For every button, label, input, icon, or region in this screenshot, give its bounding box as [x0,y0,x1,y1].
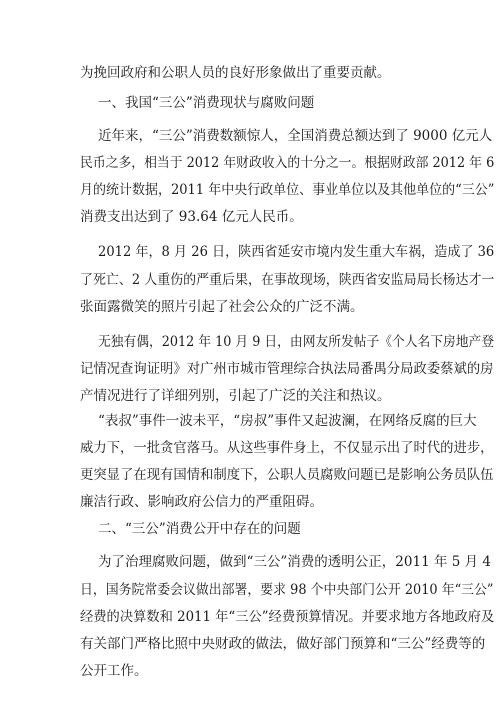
text-line: 月的统计数据，2011 年中央行政单位、事业单位以及其他单位的“三公” [80,182,495,198]
text-line: 日，国务院常委会议做出部署，要求 98 个中央部门公开 2010 年“三公” [80,582,494,598]
text-line: “表叔”事件一波未平，“房叔”事件又起波澜，在网络反腐的巨大 [98,413,477,429]
text-line: 消费支出达到了 93.64 亿元人民币。 [80,209,303,225]
text-line: 无独有偶，2012 年 10 月 9 日，由网友所发帖子《个人名下房地产登 [98,334,495,350]
text-line: 更突显了在现有国情和制度下，公职人员腐败问题已是影响公务员队伍 [80,467,494,483]
text-line: 威力下，一批贪官落马。从这些事件身上，不仅显示出了时代的进步， [80,440,494,456]
text-line: 产情况进行了详细列别，引起了广泛的关注和热议。 [80,388,391,404]
text-line: 张面露微笑的照片引起了社会公众的广泛不满。 [80,299,364,315]
text-line: 为挽回政府和公职人员的良好形象做出了重要贡献。 [80,65,391,81]
text-line: 近年来，“三公”消费数额惊人，全国消费总额达到了 9000 亿元人 [98,128,493,144]
text-line: 民币之多，相当于 2012 年财政收入的十分之一。根据财政部 2012 年 6 [80,155,495,171]
text-line: 2012 年，8 月 26 日，陕西省延安市境内发生重大车祸，造成了 36 [98,244,495,260]
text-line: 记情况查询证明》对广州市城市管理综合执法局番禺分局政委蔡斌的房 [80,361,494,377]
section-heading: 一、我国“三公”消费现状与腐败问题 [98,95,315,111]
text-line: 廉洁行政、影响政府公信力的严重阻碍。 [80,494,323,510]
text-line: 经费的决算数和 2011 年“三公”经费预算情况。并要求地方各地政府及 [80,609,495,625]
text-line: 有关部门严格比照中央财政的做法，做好部门预算和“三公”经费等的 [80,636,486,652]
text-line: 了死亡、2 人重伤的严重后果，在事故现场，陕西省安监局局长杨达才一 [80,272,495,288]
text-line: 公开工作。 [80,663,148,679]
section-heading: 二、“三公”消费公开中存在的问题 [98,521,301,537]
text-line: 为了治理腐败问题，做到“三公”消费的透明公正，2011 年 5 月 4 [98,554,492,570]
